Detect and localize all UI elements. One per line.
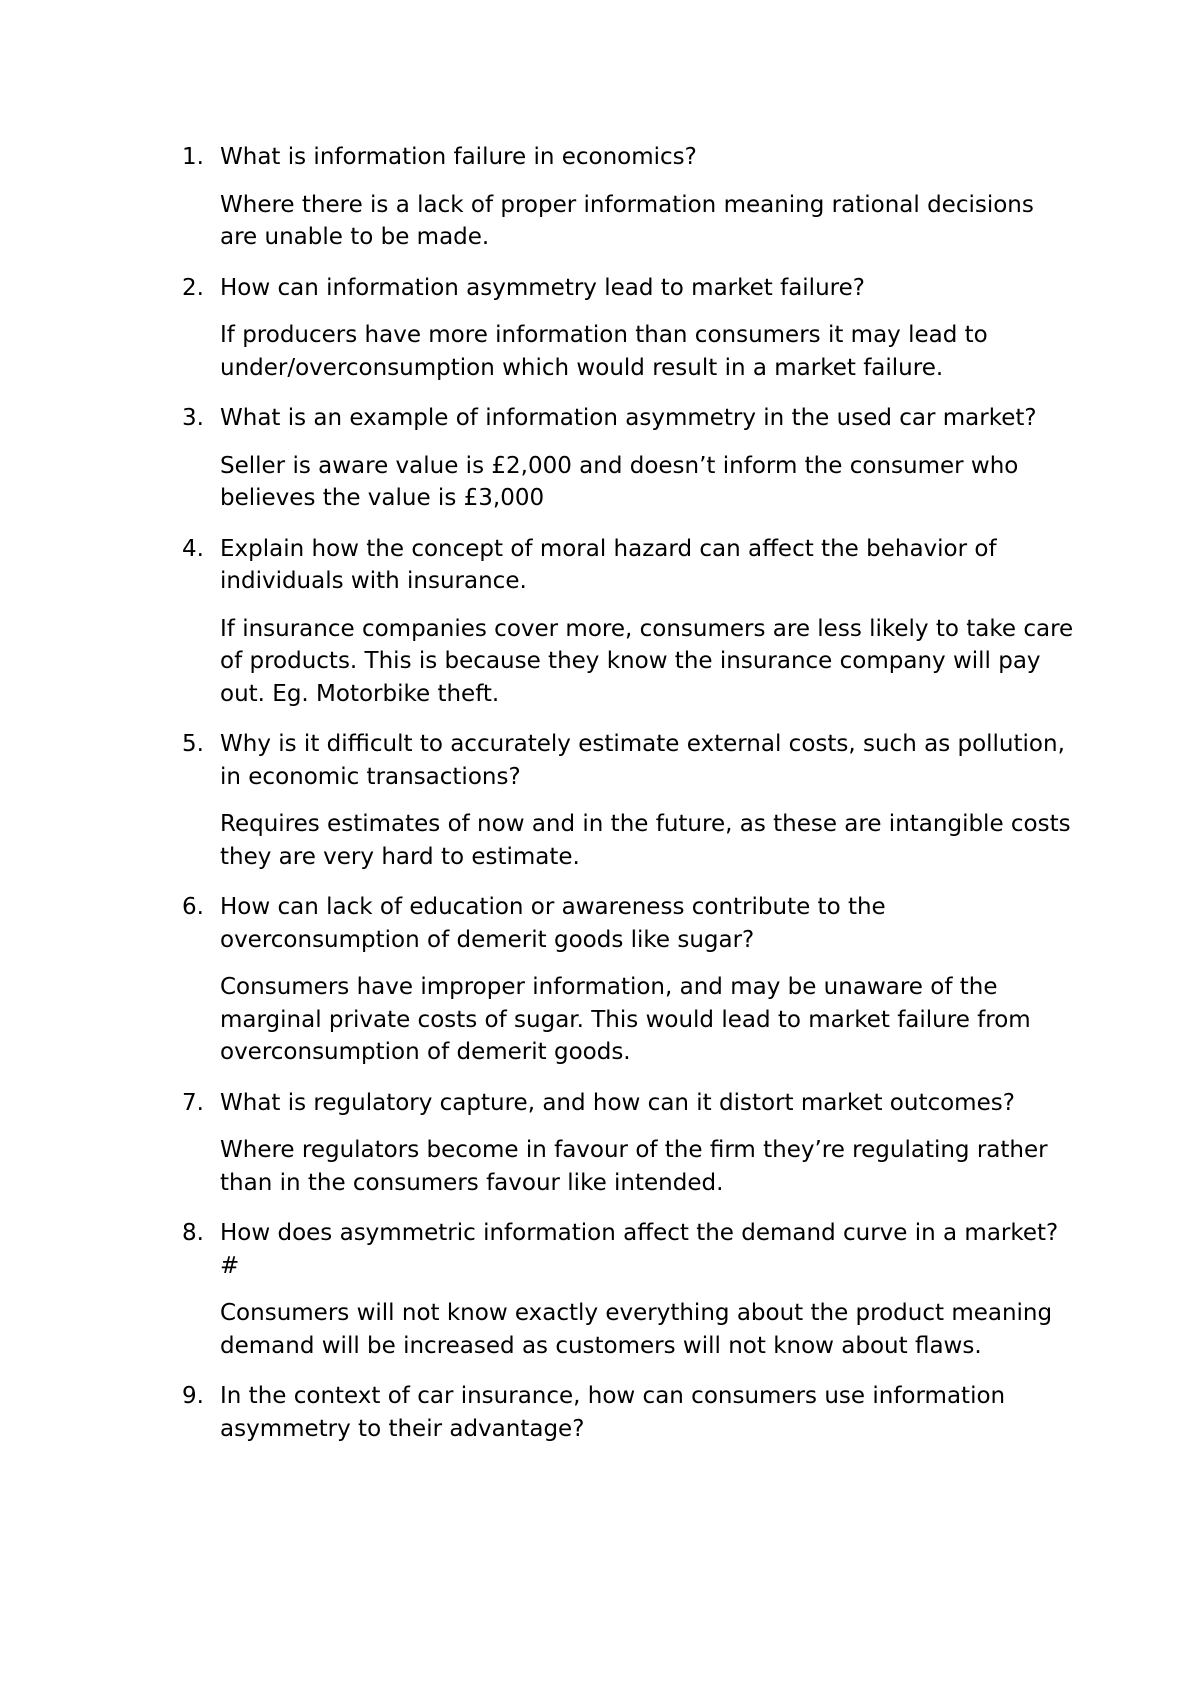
list-item: [176, 141, 1076, 254]
item-number: 4.: [182, 535, 204, 562]
question-text: How does asymmetric information affect the demand curve in a market?#: [220, 1220, 1059, 1279]
question-list: [176, 141, 1076, 1463]
item-number: 7.: [182, 1089, 204, 1116]
list-item: [176, 1087, 1076, 1200]
question-text: In the context of car insurance, how can consumers use information asymmetry to their advantage?: [220, 1383, 1006, 1442]
answer-text: Requires estimates of now and in the future, as these are intangible costs they are very hard to estimate.: [220, 811, 1071, 870]
item-number: 2.: [182, 274, 204, 301]
list-item: [176, 728, 1076, 873]
answer-text: Where regulators become in favour of the firm they’re regulating rather than in the consumers favour like intended.: [220, 1137, 1048, 1196]
question-text: Why is it difficult to accurately estimate external costs, such as pollution, in economic transactions?: [220, 731, 1065, 790]
item-number: 8.: [182, 1220, 204, 1246]
answer-text: Consumers have improper information, and may be unaware of the marginal private costs of sugar. This would lead to market failure from overconsumption of demerit goods.: [220, 974, 1031, 1065]
list-item: [176, 1380, 1076, 1445]
item-number: 6.: [182, 894, 204, 920]
question-text: How can lack of education or awareness contribute to the overconsumption of demerit goods like sugar?: [220, 894, 886, 953]
answer-text: Seller is aware value is £2,000 and doesn’t inform the consumer who believes the value is £3,000: [220, 452, 1019, 511]
answer-text: Where there is a lack of proper information meaning rational decisions are unable to be made.: [220, 191, 1034, 250]
list-item: [176, 891, 1076, 1069]
item-number: 9.: [182, 1383, 204, 1409]
question-text: Explain how the concept of moral hazard can affect the behavior of individuals with insurance.: [220, 535, 997, 594]
list-item: [176, 1217, 1076, 1362]
item-number: 3.: [182, 405, 204, 431]
answer-text: If insurance companies cover more, consumers are less likely to take care of products. This is because they know the insurance company will pay out. Eg. Motorbike theft.: [220, 615, 1074, 707]
question-text: What is an example of information asymmetry in the used car market?: [220, 405, 1037, 431]
answer-text: If producers have more information than consumers it may lead to under/overconsumption which would result in a market failure.: [220, 322, 988, 381]
list-item: [176, 272, 1076, 385]
question-text: What is regulatory capture, and how can it distort market outcomes?: [220, 1089, 1015, 1116]
item-number: 1.: [182, 144, 204, 170]
list-item: [176, 533, 1076, 711]
question-text: How can information asymmetry lead to market failure?: [220, 274, 865, 301]
question-text: What is information failure in economics?: [220, 144, 697, 170]
answer-text: Consumers will not know exactly everything about the product meaning demand will be increased as customers will not know about flaws.: [220, 1300, 1053, 1359]
list-item: [176, 402, 1076, 515]
item-number: 5.: [182, 731, 204, 757]
